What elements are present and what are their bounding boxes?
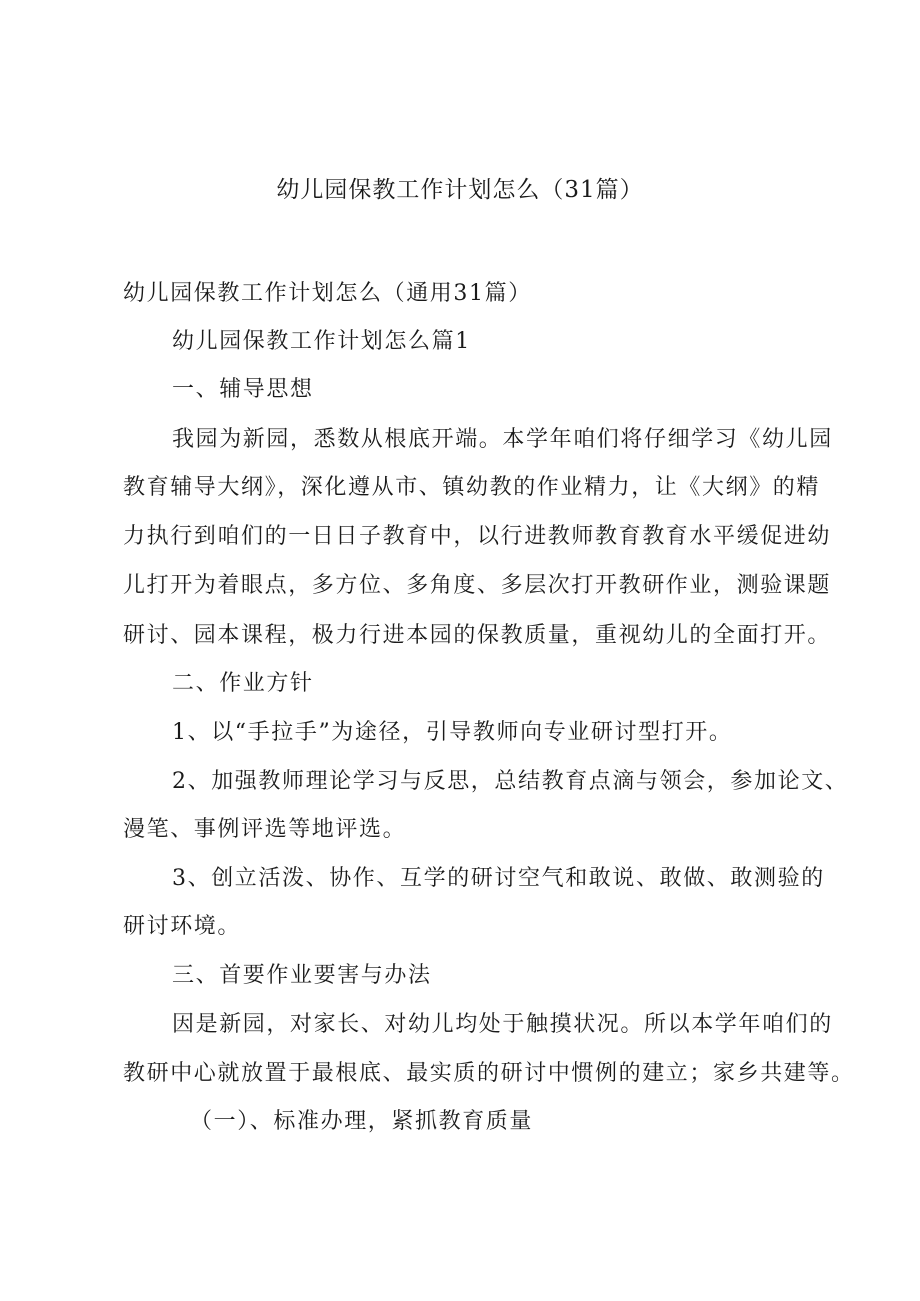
paragraph-line: 我园为新园，悉数从根底开端。本学年咱们将仔细学习《幼儿园 (172, 427, 833, 452)
list-item-continuation: 漫笔、事例评选等地评选。 (123, 817, 407, 842)
paragraph-line: 教研中心就放置于最根底、最实质的研讨中惯例的建立；家乡共建等。 (123, 1061, 855, 1086)
paragraph-line: 儿打开为着眼点，多方位、多角度、多层次打开教研作业，测验课题 (123, 573, 832, 598)
subheading: （一）、标准办理，紧抓教育质量 (190, 1109, 534, 1134)
section-title: 幼儿园保教工作计划怎么篇1 (172, 329, 471, 354)
list-item: 1、以“手拉手”为途径，引导教师向专业研讨型打开。 (172, 720, 733, 745)
document-subtitle: 幼儿园保教工作计划怎么（通用31篇） (123, 281, 532, 306)
paragraph-line: 因是新园，对家长、对幼儿均处于触摸状况。所以本学年咱们的 (172, 1012, 833, 1037)
heading-work-goals: 二、作业方针 (172, 671, 314, 696)
list-item-continuation: 研讨环境。 (123, 914, 242, 939)
heading-guiding-ideas: 一、辅导思想 (172, 377, 314, 402)
document-title: 幼儿园保教工作计划怎么（31篇） (276, 177, 644, 203)
paragraph-line: 力执行到咱们的一日日子教育中，以行进教师教育教育水平缓促进幼 (123, 524, 832, 549)
paragraph-line: 教育辅导大纲》，深化遵从市、镇幼教的作业精力，让《大纲》的精 (123, 475, 821, 500)
paragraph-line: 研讨、园本课程，极力行进本园的保教质量，重视幼儿的全面打开。 (123, 623, 832, 648)
heading-key-work: 三、首要作业要害与办法 (172, 963, 432, 988)
list-item: 2、加强教师理论学习与反思，总结教育点滴与领会，参加论文、 (172, 769, 849, 794)
list-item: 3、创立活泼、协作、互学的研讨空气和敢说、敢做、敢测验的 (172, 866, 825, 891)
